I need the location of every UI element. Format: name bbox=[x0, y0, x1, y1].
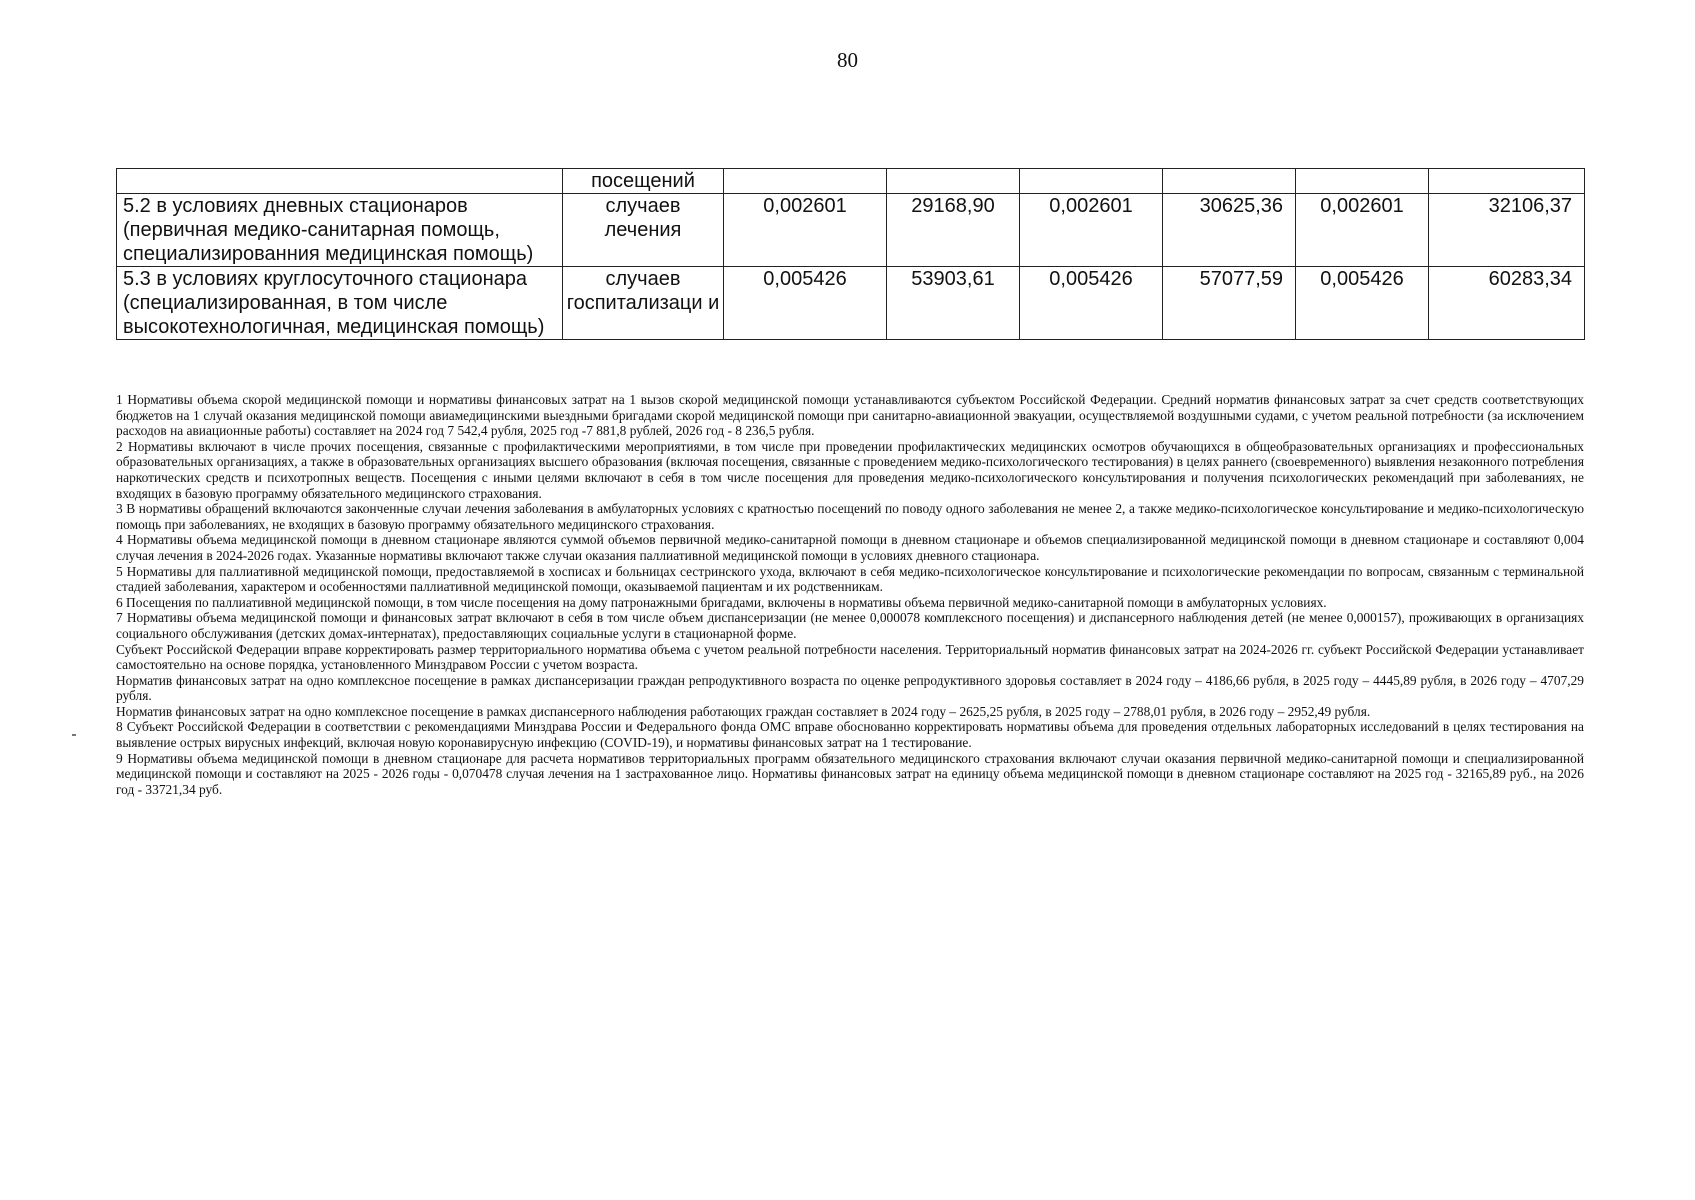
value-cell: 30625,36 bbox=[1163, 194, 1296, 267]
value-cell: 0,002601 bbox=[1296, 194, 1429, 267]
footnote: 9 Нормативы объема медицинской помощи в дневном стационаре для расчета нормативов территориальных программ обязательного медицинского страхования включают случаи оказания первичной медико-санитарной помощи и специализированной медицинской помощи и составляют на 2025 - 2026 годы - 0,070478 случая лечения на 1 застрахованное лицо. Нормативы финансовых затрат на единицу объема медицинской помощи в дневном стационаре составляют на 2025 год - 32165,89 руб., на 2026 год - 33721,34 руб. bbox=[116, 750, 1584, 797]
value-cell: 53903,61 bbox=[887, 267, 1020, 340]
value-cell: 0,002601 bbox=[724, 194, 887, 267]
footnote: Норматив финансовых затрат на одно комплексное посещение в рамках диспансерного наблюдения работающих граждан составляет в 2024 году – 2625,25 рубля, в 2025 году – 2788,01 рубля, в 2026 году – 2952,49 рубля. bbox=[116, 703, 1371, 719]
footnote: 4 Нормативы объема медицинской помощи в дневном стационаре являются суммой объемов первичной медико-санитарной помощи в дневном стационаре и объемов специализированной медицинской помощи в дневном стационаре и составляют 0,004 случая лечения в 2024-2026 годах. Указанные нормативы включают также случаи оказания паллиативной медицинской помощи в условиях дневного стационара. bbox=[116, 532, 1584, 563]
value-cell: 32106,37 bbox=[1429, 194, 1585, 267]
value-cell bbox=[1429, 169, 1585, 194]
footnote: 6 Посещения по паллиативной медицинской помощи, в том числе посещения на дому патронажными бригадами, включены в нормативы объема первичной медико-санитарной помощи в амбулаторных условиях. bbox=[116, 594, 1327, 610]
value-cell: 29168,90 bbox=[887, 194, 1020, 267]
footnote: Субъект Российской Федерации вправе корректировать размер территориального норматива объема с учетом реальной потребности населения. Территориальный норматив финансовых затрат на 2024-2026 гг. субъект Российской Федерации устанавливает самостоятельно на основе порядка, установленного Минздравом России с учетом возраста. bbox=[116, 641, 1584, 673]
table-row bbox=[117, 267, 1585, 340]
value-cell bbox=[887, 169, 1020, 194]
footnote: 5 Нормативы для паллиативной медицинской помощи, предоставляемой в хосписах и больницах сестринского ухода, включают в себя медико-психологическое консультирование и психологические рекомендации по вопросам, связанным с терминальной стадией заболевания, характером и особенностями паллиативной медицинской помощи, оказываемой пациентам и их родственникам. bbox=[116, 563, 1584, 595]
row-unit: случаев госпитализаци и bbox=[563, 267, 724, 340]
table-row bbox=[117, 194, 1585, 267]
value-cell: 0,005426 bbox=[1020, 267, 1163, 340]
footnote: 7 Нормативы объема медицинской помощи и финансовых затрат включают в себя в том числе объем диспансеризации (не менее 0,000078 комплексного посещения) и диспансерного наблюдения детей (не менее 0,000157), проживающих в организациях социального обслуживания (детских домах-интернатах), предоставляющих социальные услуги в стационарной форме. bbox=[116, 610, 1584, 641]
value-cell bbox=[1296, 169, 1429, 194]
row-name: 5.2 в условиях дневных стационаров (первичная медико-санитарная помощь, специализированния медицинская помощь) bbox=[117, 194, 563, 267]
value-cell: 0,005426 bbox=[1296, 267, 1429, 340]
value-cell: 0,005426 bbox=[724, 267, 887, 340]
value-cell bbox=[724, 169, 887, 194]
footnote: 1 Нормативы объема скорой медицинской помощи и нормативы финансовых затрат на 1 вызов скорой медицинской помощи устанавливаются субъектом Российской Федерации. Средний норматив финансовых затрат за счет средств соответствующих бюджетов на 1 случай оказания медицинской помощи авиамедицинскими выездными бригадами скорой медицинской помощи при санитарно-авиационной эвакуации, осуществляемой воздушными судами, с учетом реальной потребности (за исключением расходов на авиационные работы) составляет на 2024 год 7 542,4 рубля, 2025 год -7 881,8 рублей, 2026 год - 8 236,5 рубля. bbox=[116, 392, 1584, 439]
row-unit: случаев лечения bbox=[563, 194, 724, 267]
footnote: 8 Субъект Российской Федерации в соответствии с рекомендациями Минздрава России и Федерального фонда ОМС вправе обоснованно корректировать нормативы объема для проведения отдельных лабораторных исследований в целях тестирования на выявление острых вирусных инфекций, включая новую коронавирусную инфекцию (COVID-19), и нормативы финансовых затрат на 1 тестирование. bbox=[116, 719, 1584, 751]
table-row bbox=[117, 169, 1585, 194]
value-cell bbox=[1020, 169, 1163, 194]
scan-speck bbox=[72, 734, 76, 736]
value-cell: 0,002601 bbox=[1020, 194, 1163, 267]
page-number: 80 bbox=[837, 48, 858, 72]
row-name bbox=[117, 169, 563, 194]
footnote: 3 В нормативы обращений включаются законченные случаи лечения заболевания в амбулаторных условиях с кратностью посещений по поводу одного заболевания не менее 2, а также медико-психологическое консультирование и медико-психологическую помощь при заболеваниях, не входящих в базовую программу обязательного медицинского страхования. bbox=[116, 501, 1584, 532]
value-cell: 60283,34 bbox=[1429, 267, 1585, 340]
value-cell: 57077,59 bbox=[1163, 267, 1296, 340]
footnotes bbox=[116, 392, 1584, 797]
norms-table bbox=[116, 168, 1585, 340]
footnote: Норматив финансовых затрат на одно комплексное посещение в рамках диспансеризации граждан репродуктивного возраста по оценке репродуктивного здоровья составляет в 2024 году – 4186,66 рубля, в 2025 году – 4445,89 рубля, в 2026 году – 4707,29 рубля. bbox=[116, 672, 1584, 704]
footnote: 2 Нормативы включают в числе прочих посещения, связанные с профилактическими мероприятиями, в том числе при проведении профилактических медицинских осмотров обучающихся в общеобразовательных организациях и профессиональных образовательных организациях, а также в образовательных организациях высшего образования (включая посещения, связанные с проведением медико-психологического тестирования) в целях раннего (своевременного) выявления незаконного потребления наркотических средств и психотропных веществ. Посещения с иными целями включают в себя в том числе посещения для проведения медико-психологического консультирования и получения психологических рекомендаций при заболеваниях, не входящих в базовую программу обязательного медицинского страхования. bbox=[116, 438, 1584, 501]
value-cell bbox=[1163, 169, 1296, 194]
row-name: 5.3 в условиях круглосуточного стационара (специализированная, в том числе высокотехнологичная, медицинская помощь) bbox=[117, 267, 563, 340]
row-unit: посещений bbox=[563, 169, 724, 194]
